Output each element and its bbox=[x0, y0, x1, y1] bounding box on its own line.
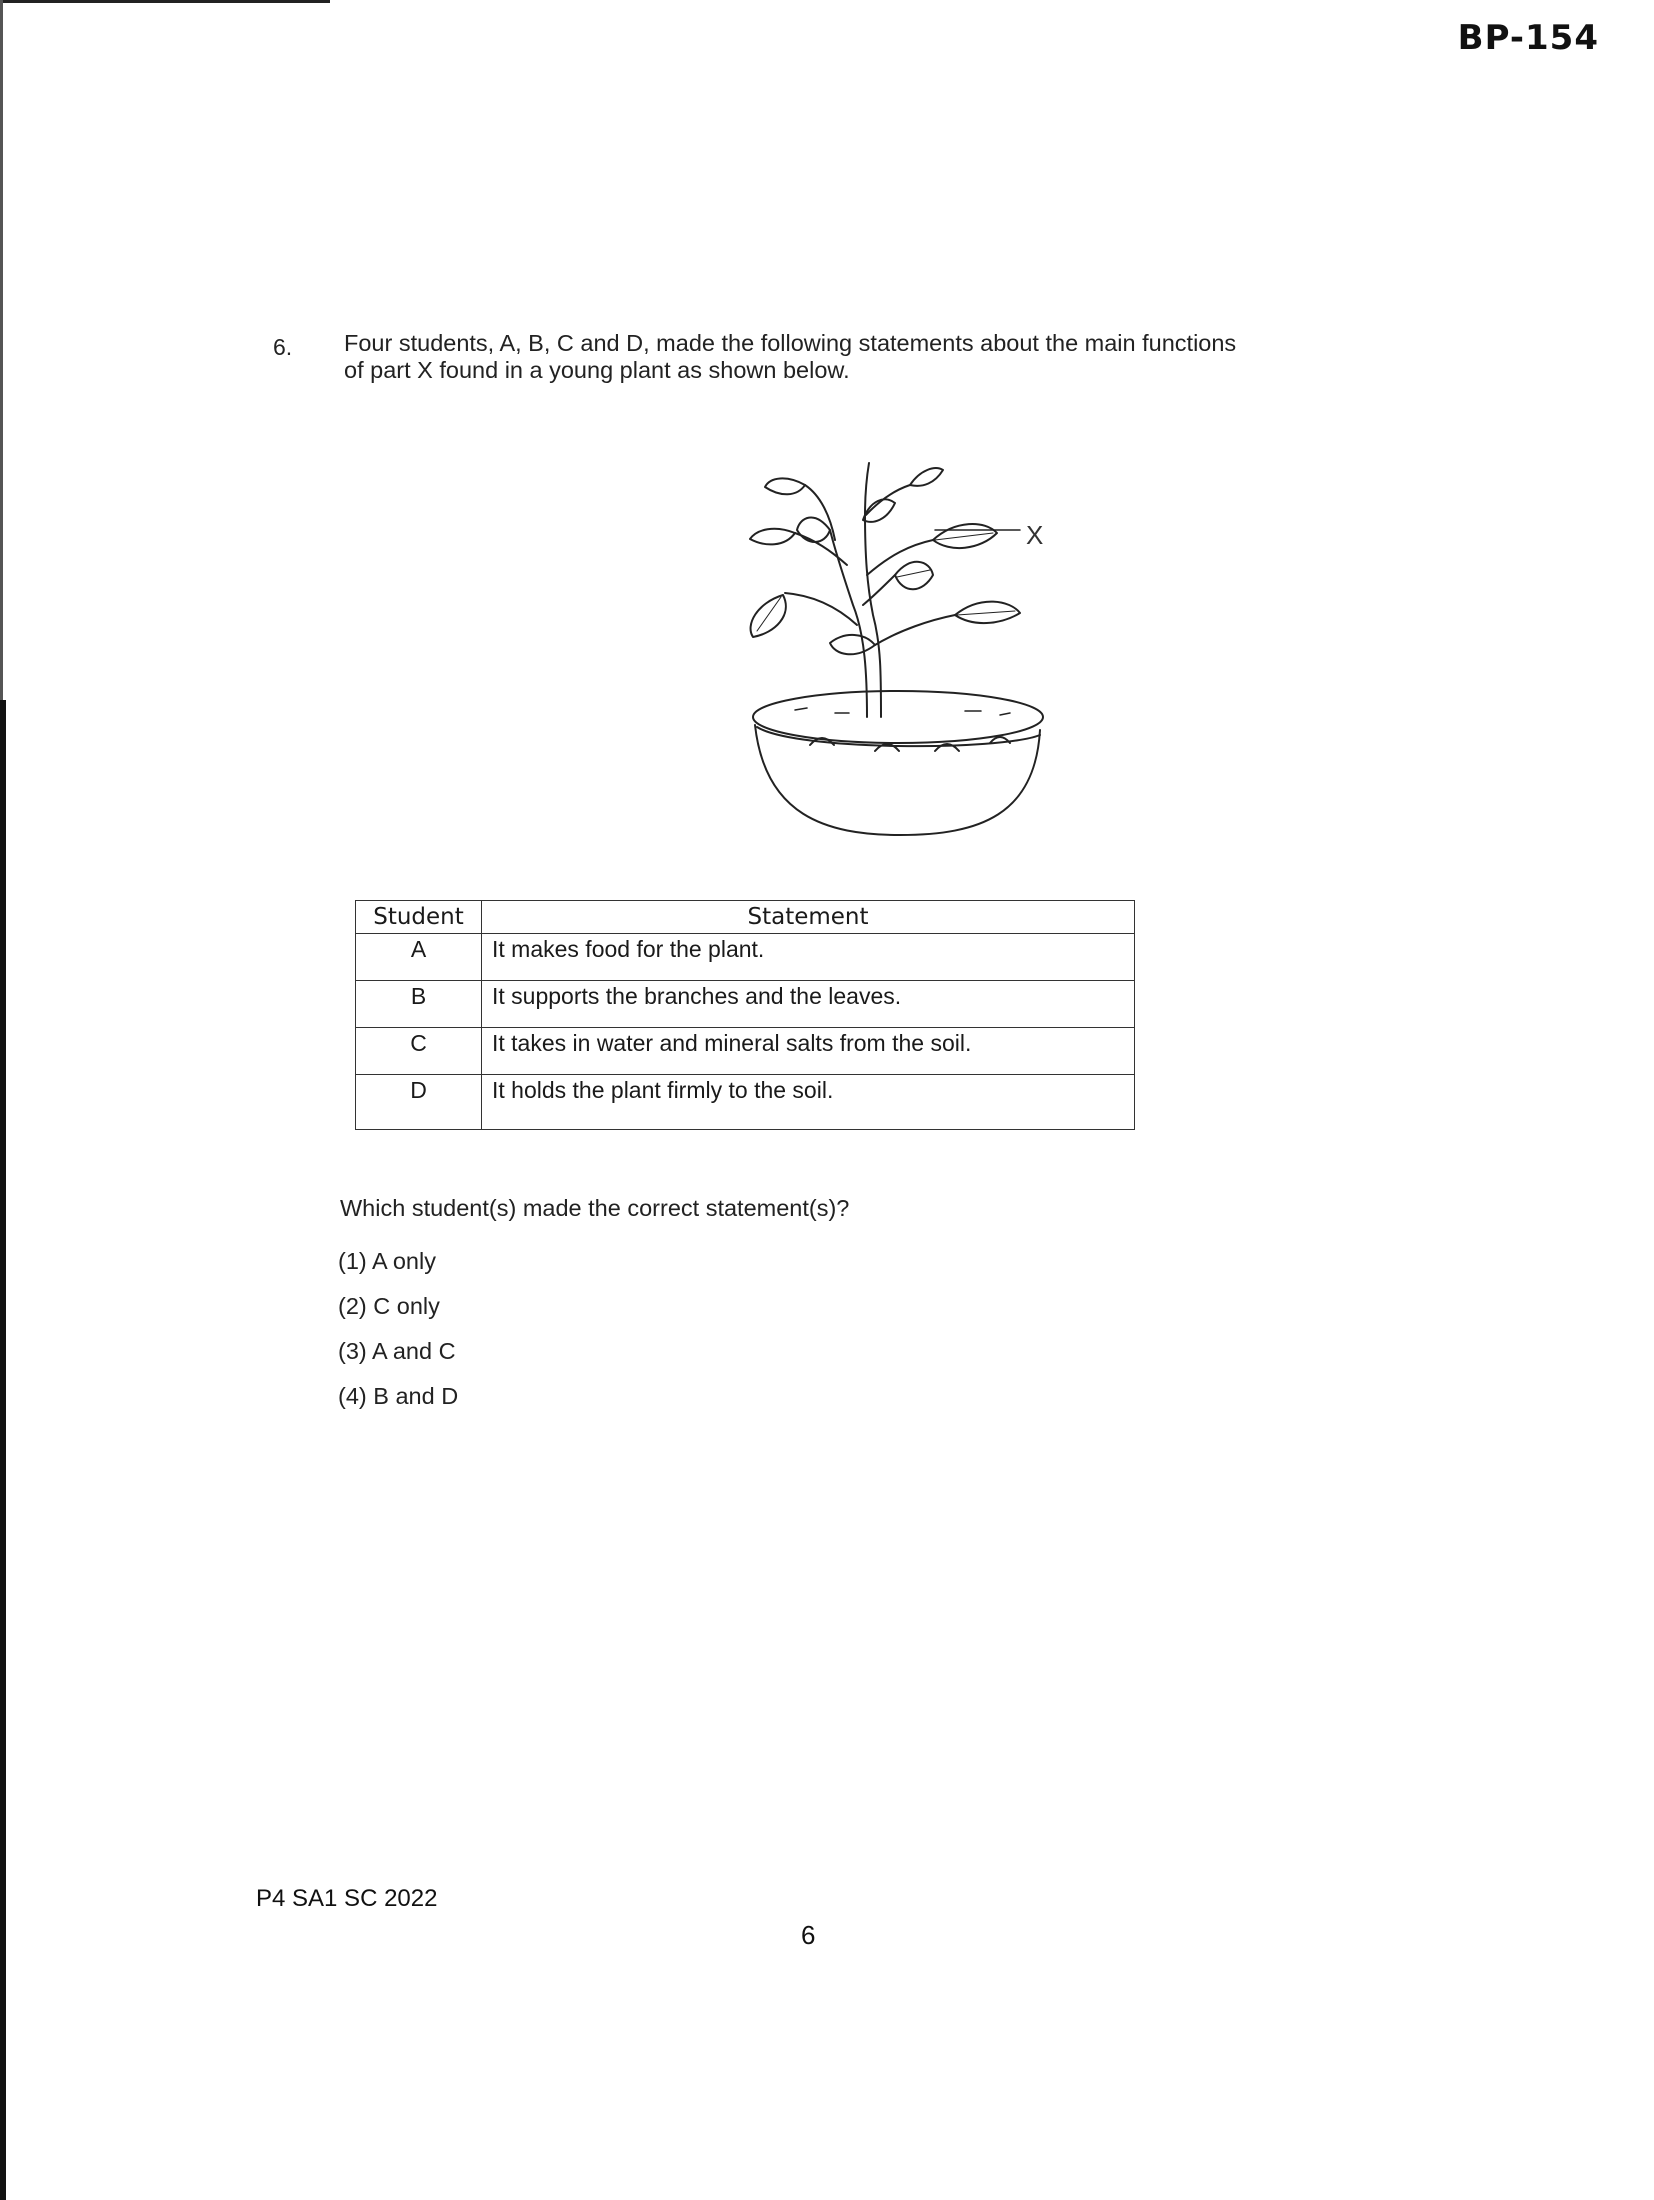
scan-edge-left-top bbox=[0, 0, 3, 700]
student-cell: B bbox=[356, 981, 482, 1028]
student-cell: D bbox=[356, 1075, 482, 1130]
statement-cell: It makes food for the plant. bbox=[482, 934, 1135, 981]
leaf bbox=[955, 602, 1020, 623]
leaf bbox=[765, 478, 805, 494]
table-row bbox=[356, 934, 1135, 981]
leaf bbox=[910, 468, 943, 486]
answer-option[interactable]: (1) A only bbox=[338, 1248, 436, 1274]
leaf bbox=[895, 562, 933, 589]
table-row bbox=[356, 1075, 1135, 1130]
potted-plant-figure bbox=[735, 455, 1065, 850]
statement-cell: It takes in water and mineral salts from the soil. bbox=[482, 1028, 1135, 1075]
leaf bbox=[797, 517, 830, 542]
scan-edge-left bbox=[0, 700, 6, 2200]
header-code: BP-154 bbox=[1457, 18, 1599, 58]
table-row bbox=[356, 1028, 1135, 1075]
student-cell: A bbox=[356, 934, 482, 981]
plant-stem bbox=[830, 530, 867, 717]
question-prompt: Which student(s) made the correct statement(s)? bbox=[340, 1195, 850, 1221]
answer-option[interactable]: (4) B and D bbox=[338, 1383, 459, 1409]
label-x: X bbox=[1026, 520, 1044, 550]
statements-table bbox=[355, 900, 1135, 1130]
question-number: 6. bbox=[273, 334, 293, 360]
leaf bbox=[750, 529, 795, 545]
scan-edge-top bbox=[0, 0, 330, 3]
question-stem bbox=[344, 330, 1344, 384]
answer-option[interactable]: (2) C only bbox=[338, 1293, 440, 1319]
statement-cell: It holds the plant firmly to the soil. bbox=[482, 1075, 1135, 1130]
statement-cell: It supports the branches and the leaves. bbox=[482, 981, 1135, 1028]
question-stem-line-2: of part X found in a young plant as shown below. bbox=[344, 357, 850, 383]
pot-body bbox=[755, 725, 1040, 835]
footer-code: P4 SA1 SC 2022 bbox=[256, 1885, 438, 1912]
question-stem-line-1: Four students, A, B, C and D, made the following statements about the main functions bbox=[344, 330, 1237, 356]
page-number: 6 bbox=[801, 1920, 816, 1950]
leaf bbox=[830, 635, 875, 654]
pot-rim bbox=[753, 691, 1043, 743]
table-header-row bbox=[356, 901, 1135, 934]
student-cell: C bbox=[356, 1028, 482, 1075]
answer-options bbox=[338, 1248, 458, 1428]
answer-option[interactable]: (3) A and C bbox=[338, 1338, 456, 1364]
header-student: Student bbox=[356, 901, 482, 934]
table-row bbox=[356, 981, 1135, 1028]
header-statement: Statement bbox=[482, 901, 1135, 934]
